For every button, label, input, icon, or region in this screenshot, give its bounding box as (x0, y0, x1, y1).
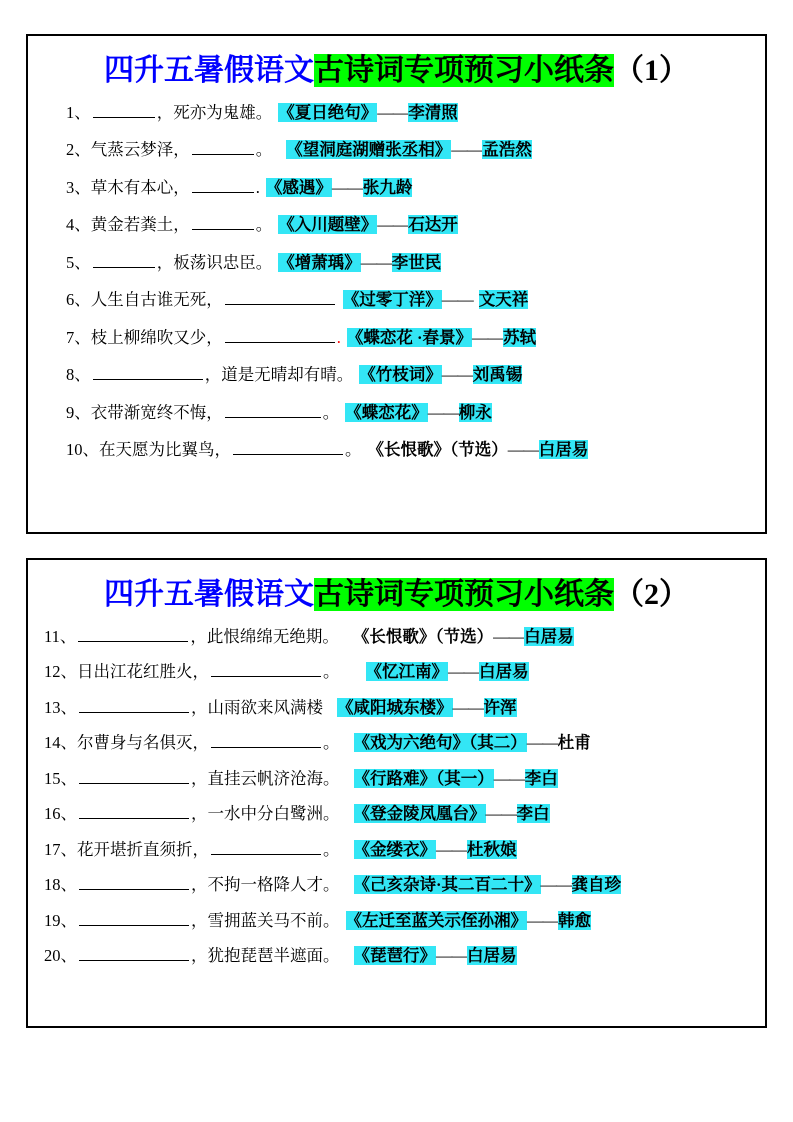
poem-author: 张九龄 (362, 177, 413, 197)
dash: —— (493, 768, 525, 788)
item-pre: 草木有本心， (90, 177, 190, 197)
card-1-title-number: （1） (614, 54, 689, 87)
poem-author: 文天祥 (478, 290, 529, 309)
card-1-title-green: 古诗词专项预习小纸条 (314, 54, 614, 87)
dash: —— (472, 327, 504, 347)
item-number: 18、 (44, 875, 77, 894)
item-number: 14、 (44, 733, 77, 752)
item-number: 6、 (66, 290, 91, 309)
answer-blank[interactable] (93, 253, 155, 268)
poem-author: 李清照 (408, 102, 458, 122)
list-item (44, 140, 749, 159)
list-item (44, 215, 749, 234)
answer-blank[interactable] (225, 328, 335, 343)
answer-blank[interactable] (79, 804, 189, 819)
poem-author: 白居易 (524, 626, 574, 646)
item-text: ，直挂云帆济沧海。 (191, 768, 340, 788)
answer-blank[interactable] (79, 946, 189, 961)
poem-author: 柳永 (458, 402, 492, 422)
poem-author: 白居易 (538, 440, 589, 459)
answer-blank[interactable] (79, 698, 189, 713)
list-item (44, 875, 749, 894)
list-item (44, 365, 749, 384)
dash: —— (485, 804, 517, 823)
item-number: 1、 (66, 102, 91, 122)
answer-blank[interactable] (225, 290, 335, 305)
list-item (44, 328, 749, 347)
list-item (44, 253, 749, 272)
poem-source: 《过零丁洋》 (342, 290, 442, 309)
dash: —— (331, 177, 363, 197)
poem-source: 《己亥杂诗·其二百二十》 (353, 875, 541, 894)
item-pre: 日出江花红胜火， (77, 662, 209, 681)
poem-source: 《行路难》（其一） (353, 768, 494, 788)
answer-blank[interactable] (79, 875, 189, 890)
card-2-title-number: （2） (614, 578, 689, 611)
poem-author: 李世民 (391, 252, 442, 272)
list-item (44, 627, 749, 646)
poem-author: 李白 (524, 768, 558, 788)
item-pre: 枝上柳绵吹又少， (90, 327, 223, 347)
dash: —— (360, 252, 392, 272)
answer-blank[interactable] (78, 627, 188, 642)
item-number: 2、 (66, 140, 91, 159)
card-1-title (44, 54, 749, 89)
card-2-title (44, 578, 749, 613)
item-number: 3、 (66, 177, 91, 197)
dash: —— (448, 662, 479, 681)
list-item (44, 769, 749, 788)
card-1-title-blue: 四升五暑假语文 (104, 54, 314, 87)
item-text: 。 (322, 402, 340, 422)
answer-blank[interactable] (93, 365, 203, 380)
answer-blank[interactable] (225, 403, 321, 418)
item-text: ，雪拥蓝关马不前。 (191, 910, 340, 930)
item-number: 16、 (44, 804, 77, 823)
item-text: 。 (323, 662, 340, 681)
poem-source: 《忆江南》 (365, 662, 448, 681)
item-text: ，死亦为鬼雄。 (156, 102, 273, 122)
dash: —— (441, 290, 473, 309)
answer-blank[interactable] (79, 769, 189, 784)
poem-source: 《增萧瑀》 (278, 252, 361, 272)
dash: —— (507, 440, 539, 459)
dash: —— (427, 402, 459, 422)
list-item (44, 403, 749, 422)
item-number: 9、 (66, 402, 91, 422)
poem-source: 《左迁至蓝关示侄孙湘》 (345, 910, 527, 930)
poem-author: 白居易 (467, 946, 517, 965)
answer-blank[interactable] (211, 840, 321, 855)
dash: —— (436, 946, 467, 965)
answer-blank[interactable] (192, 215, 254, 230)
item-pre: 尔曹身与名俱灭， (77, 733, 209, 752)
item-text: . (255, 177, 260, 197)
item-text: 。 (255, 215, 273, 234)
poem-source: 《望洞庭湖赠张丞相》 (286, 140, 452, 159)
item-number: 10、 (66, 440, 99, 459)
item-number: 15、 (44, 768, 77, 788)
item-pre: 人生自古谁无死， (90, 290, 223, 309)
item-text: ，板荡识忠臣。 (156, 252, 273, 272)
dash: —— (452, 697, 484, 717)
item-text: ，道是无晴却有晴。 (204, 365, 354, 384)
poem-source: 《登金陵凤凰台》 (353, 804, 486, 823)
item-text: ，犹抱琵琶半遮面。 (191, 946, 340, 965)
item-number: 17、 (44, 839, 77, 859)
poem-author: 石达开 (408, 215, 458, 234)
item-number: 4、 (66, 215, 91, 234)
poem-source: 《戏为六绝句》（其二） (353, 733, 527, 752)
poem-author: 许浑 (483, 697, 517, 717)
list-item (44, 698, 749, 717)
card-2-title-blue: 四升五暑假语文 (104, 578, 314, 611)
poem-source: 《入川题壁》 (278, 215, 378, 234)
list-item (44, 662, 749, 681)
item-text: ，不拘一格降人才。 (191, 875, 340, 894)
dash: —— (451, 140, 483, 159)
dash: —— (493, 626, 525, 646)
answer-blank[interactable] (233, 440, 343, 455)
poem-source: 《竹枝词》 (359, 365, 442, 384)
item-pre: 花开堪折直须折， (77, 839, 209, 859)
item-pre: 气蒸云梦泽， (90, 140, 190, 159)
item-text: ，此恨绵绵无绝期。 (190, 626, 339, 646)
answer-blank[interactable] (93, 103, 155, 118)
poem-source: 《琵琶行》 (353, 946, 436, 965)
item-number: 19、 (44, 910, 77, 930)
item-pre: 衣带渐宽终不悔， (90, 402, 223, 422)
dash: —— (377, 102, 409, 122)
poem-source: 《感遇》 (265, 177, 332, 197)
item-text: ，一水中分白鹭洲。 (191, 804, 340, 823)
poem-author: 杜甫 (557, 733, 591, 752)
poem-author: 杜秋娘 (467, 839, 517, 859)
card-2-title-green: 古诗词专项预习小纸条 (314, 578, 614, 611)
item-number: 13、 (44, 697, 77, 717)
item-text: 。 (323, 733, 340, 752)
dash: —— (377, 215, 409, 234)
poem-source: 《金缕衣》 (353, 839, 436, 859)
list-item (44, 946, 749, 965)
poem-author: 韩愈 (558, 910, 591, 930)
poem-source: 《长恨歌》（节选） (352, 626, 494, 646)
poem-card-2 (26, 558, 767, 1028)
item-number: 12、 (44, 662, 77, 681)
item-number: 7、 (66, 327, 91, 347)
list-item (44, 840, 749, 859)
poem-author: 刘禹锡 (472, 365, 523, 384)
list-item (44, 911, 749, 930)
list-item (44, 178, 749, 197)
item-number: 8、 (66, 365, 91, 384)
list-item (44, 804, 749, 823)
answer-blank[interactable] (211, 662, 321, 677)
list-item (44, 440, 749, 459)
dash: —— (441, 365, 473, 384)
stray-mark: . (336, 327, 341, 347)
answer-blank[interactable] (211, 733, 321, 748)
poem-author: 苏轼 (503, 327, 537, 347)
item-text: 。 (255, 140, 273, 159)
poem-source: 《蝶恋花》 (345, 402, 428, 422)
item-pre: 黄金若粪土， (90, 215, 190, 234)
item-text: ，山雨欲来风满楼 (191, 697, 323, 717)
dash: —— (526, 733, 558, 752)
list-item (44, 290, 749, 309)
answer-blank[interactable] (192, 178, 254, 193)
poem-source: 《夏日绝句》 (278, 102, 378, 122)
poem-source: 《长恨歌》（节选） (367, 440, 508, 459)
poem-card-1 (26, 34, 767, 534)
poem-author: 白居易 (479, 662, 529, 681)
list-item (44, 103, 749, 122)
poem-author: 李白 (516, 804, 550, 823)
poem-author: 龚自珍 (571, 875, 622, 894)
list-item (44, 733, 749, 752)
poem-author: 孟浩然 (482, 140, 532, 159)
answer-blank[interactable] (79, 911, 189, 926)
item-text: 。 (323, 839, 340, 859)
item-pre: 在天愿为比翼鸟， (99, 440, 231, 459)
poem-source: 《咸阳城东楼》 (337, 697, 453, 717)
dash: —— (436, 839, 467, 859)
item-number: 11、 (44, 626, 77, 646)
dash: —— (540, 875, 572, 894)
item-text: 。 (345, 440, 362, 459)
item-number: 5、 (66, 252, 91, 272)
answer-blank[interactable] (192, 140, 254, 155)
dash: —— (527, 910, 558, 930)
poem-source: 《蝶恋花 ·春景》 (346, 327, 473, 347)
item-number: 20、 (44, 946, 77, 965)
